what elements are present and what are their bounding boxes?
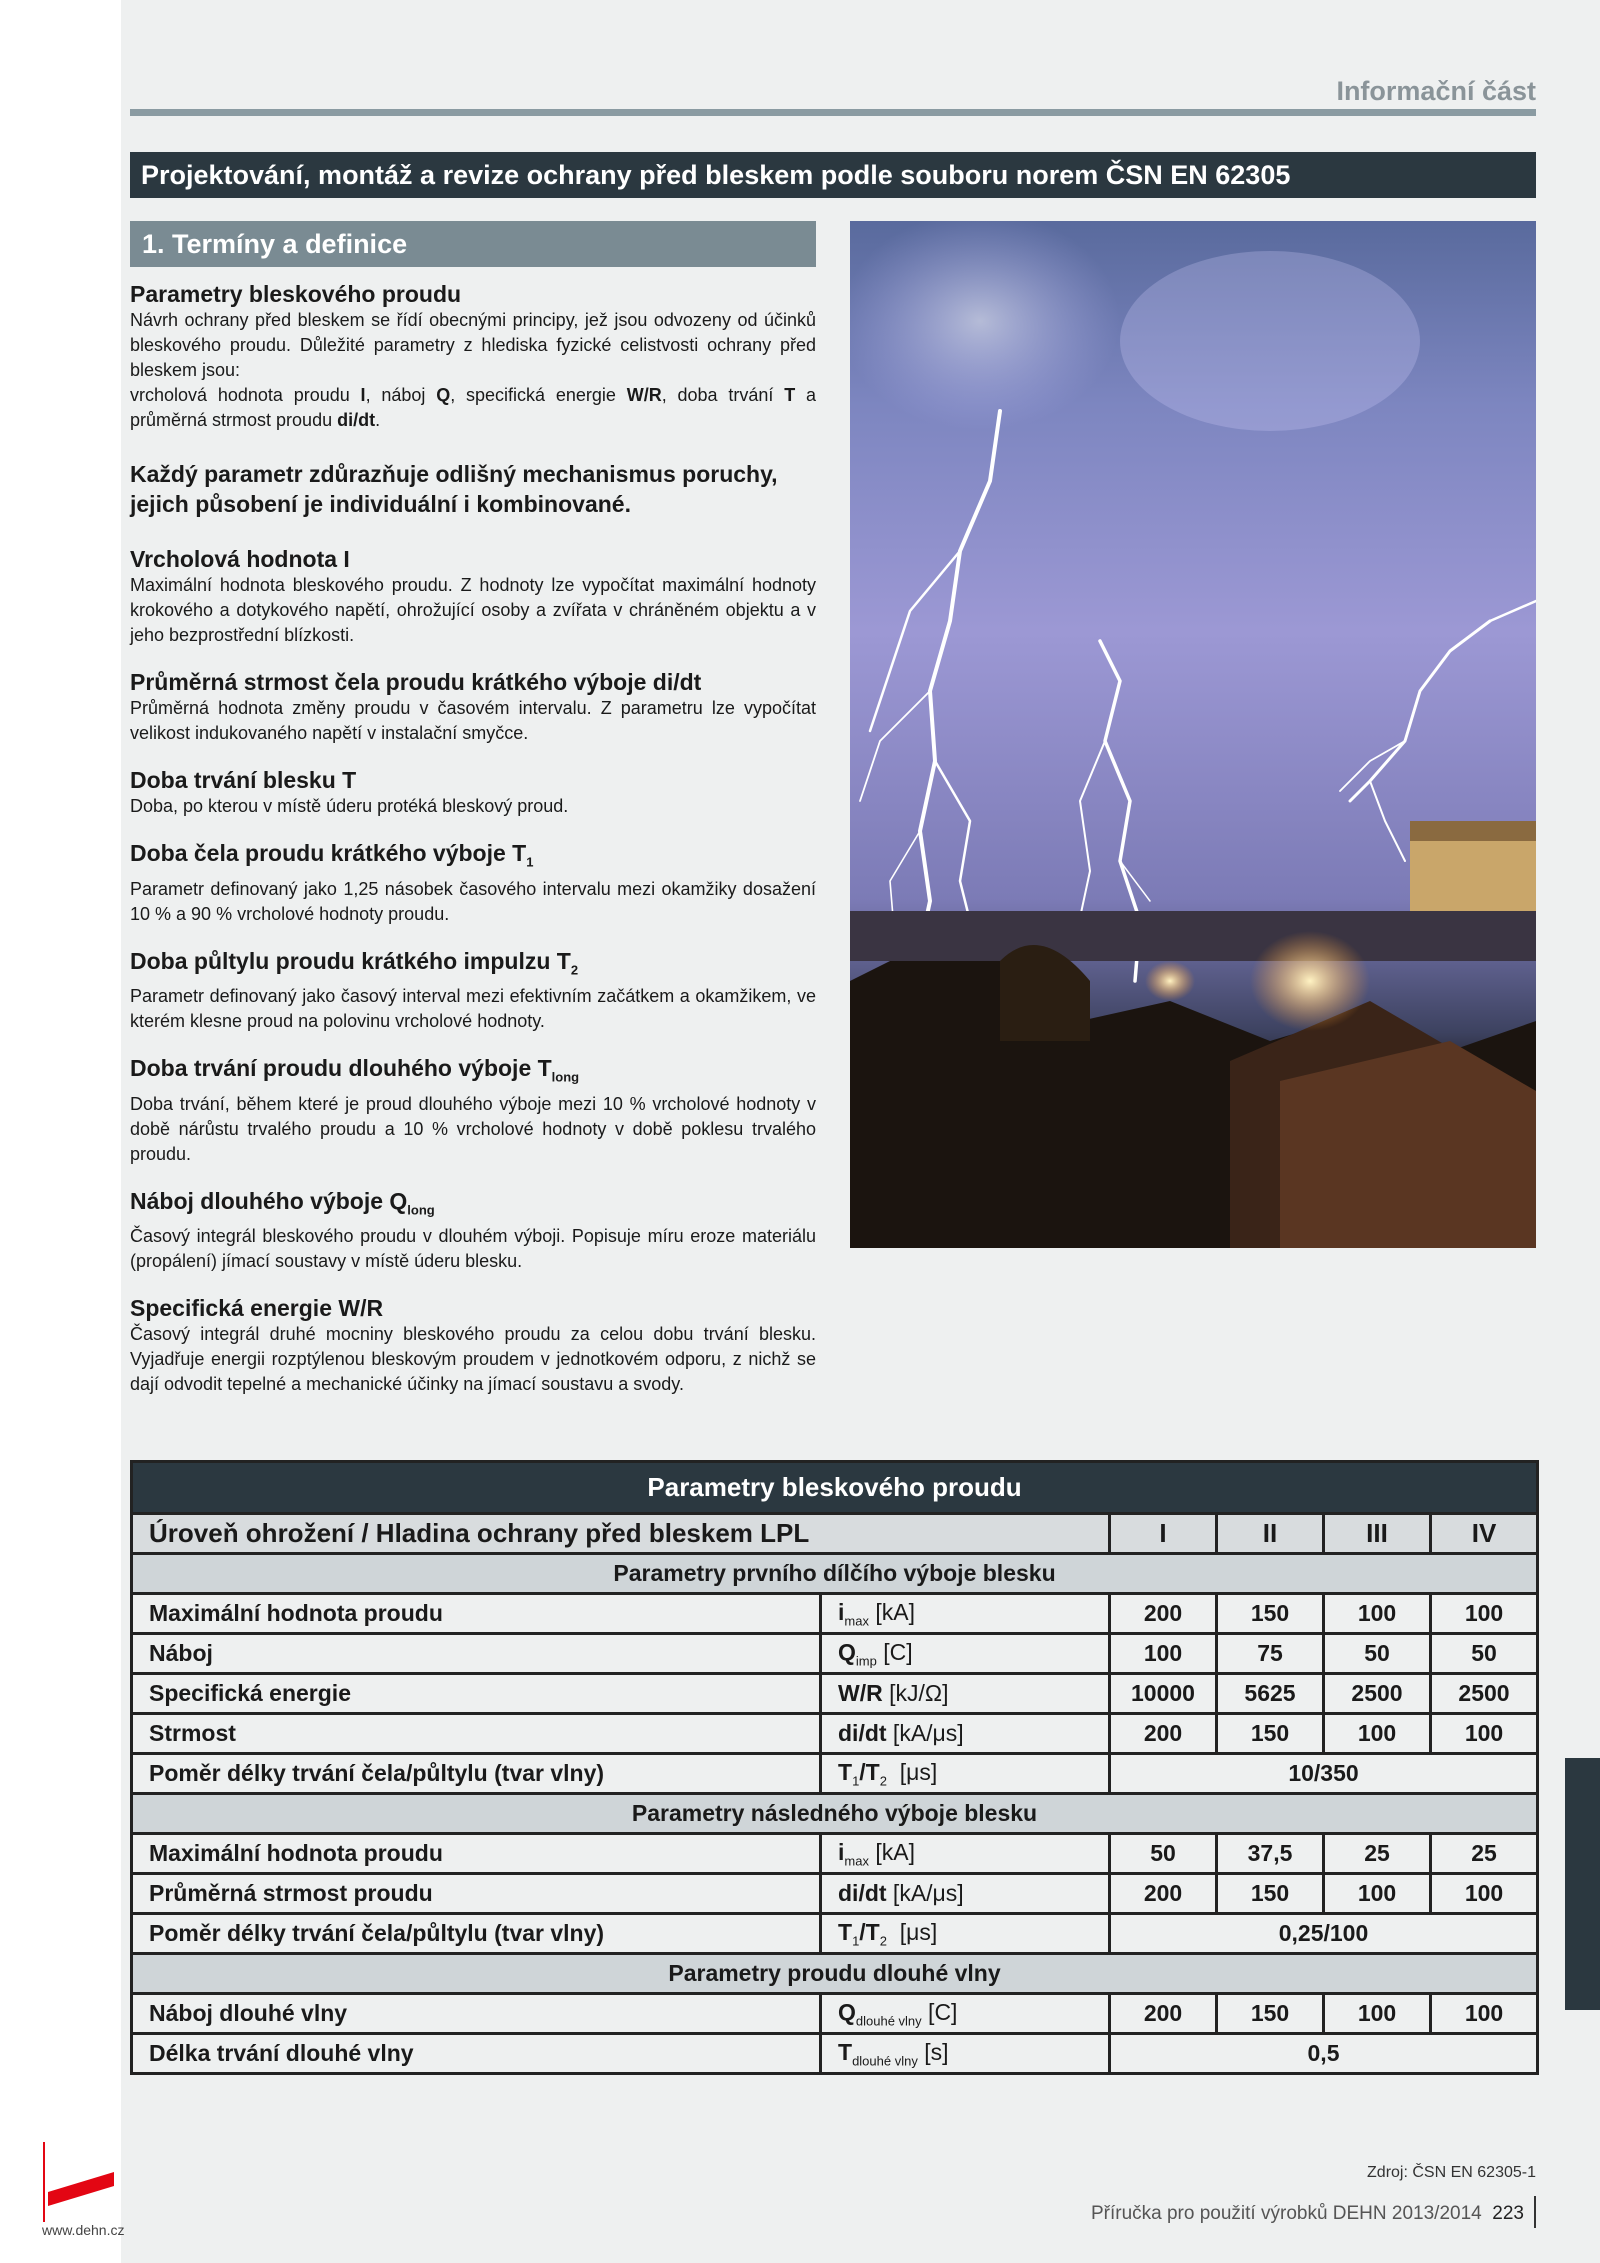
row-value: 100 <box>1431 1594 1538 1634</box>
definition-text: Doba, po kterou v místě úderu protéká bleskový proud. <box>130 796 569 816</box>
row-value: 200 <box>1110 1994 1217 2034</box>
definition-item <box>130 545 816 648</box>
lightning-illustration <box>850 221 1536 1248</box>
section-title-bar: 1. Termíny a definice <box>130 221 816 267</box>
footer-text: Příručka pro použití výrobků DEHN 2013/2014 <box>1090 2203 1482 2224</box>
row-value-span: 0,25/100 <box>1110 1914 1538 1954</box>
level-3: III <box>1324 1514 1431 1554</box>
row-value: 50 <box>1324 1634 1431 1674</box>
definition-title: Vrcholová hodnota I <box>130 546 350 572</box>
row-value: 200 <box>1110 1874 1217 1914</box>
row-unit: $T_{dlouhé vlny}$ [s] <box>821 2034 1110 2074</box>
row-unit: $T_1/T_2$ [μs] <box>821 1914 1110 1954</box>
left-margin-strip <box>0 0 121 2263</box>
row-value: 150 <box>1217 1874 1324 1914</box>
row-value: 37,5 <box>1217 1834 1324 1874</box>
row-unit: W/R [kJ/Ω] <box>821 1674 1110 1714</box>
definition-item <box>130 947 816 1035</box>
definition-item <box>130 839 816 927</box>
footer-divider <box>1534 2196 1536 2228</box>
definition-item <box>130 1187 816 1275</box>
group-heading: Parametry následného výboje blesku <box>132 1794 1538 1834</box>
definition-title: Doba čela proudu krátkého výboje $T_1$ <box>130 840 534 870</box>
row-label: Průměrná strmost proudu <box>132 1874 821 1914</box>
group-heading-row <box>132 1954 1538 1994</box>
definition-text: Časový integrál druhé mocniny bleskového proudu za celou dobu trvání blesku. Vyjadřuje energii rozptýlenou bleskovým proudem v jednotkovém odporu, z nichž se dají odvodit tepelné a mechanické účinky na jímací soustavu a svody. <box>130 1324 816 1395</box>
intro-section <box>130 280 816 433</box>
group-heading: Parametry prvního dílčího výboje blesku <box>132 1554 1538 1594</box>
row-label: Náboj <box>132 1634 821 1674</box>
table-row <box>132 1914 1538 1954</box>
definition-text: Maximální hodnota bleskového proudu. Z hodnoty lze vypočítat maximální hodnoty krokového a dotykového napětí, ohrožující osoby a zvířata v chráněném objektu a v jeho bezprostřední blízkosti. <box>130 575 816 645</box>
definition-title: Doba půltylu proudu krátkého impulzu $T_2$ <box>130 947 579 978</box>
emphasis-statement: Každý parametr zdůrazňuje odlišný mechanismus poruchy, jejich působení je individuální i kombinované. <box>130 461 778 517</box>
table-row <box>132 1994 1538 2034</box>
level-header: Úroveň ohrožení / Hladina ochrany před bleskem LPL <box>132 1514 1110 1554</box>
definition-text: Doba trvání, během které je proud dlouhého výboje mezi 10 % vrcholové hodnoty v době nárůstu trvalého proudu a 10 % vrcholové hodnoty v době poklesu trvalého proudu. <box>130 1093 816 1164</box>
row-value: 150 <box>1217 1714 1324 1754</box>
row-value: 100 <box>1431 1994 1538 2034</box>
dehn-logo <box>40 2142 118 2222</box>
group-heading-row <box>132 1554 1538 1594</box>
definition-item <box>130 1054 816 1167</box>
row-value: 2500 <box>1324 1674 1431 1714</box>
level-1: I <box>1110 1514 1217 1554</box>
row-value: 50 <box>1110 1834 1217 1874</box>
table-level-row <box>132 1514 1538 1554</box>
row-unit: $Q_{dlouhé vlny}$ [C] <box>821 1994 1110 2034</box>
definition-item <box>130 668 816 746</box>
level-2: II <box>1217 1514 1324 1554</box>
group-heading-row <box>132 1794 1538 1834</box>
row-value: 150 <box>1217 1994 1324 2034</box>
row-label: Specifická energie <box>132 1674 821 1714</box>
row-value: 150 <box>1217 1594 1324 1634</box>
row-value: 5625 <box>1217 1674 1324 1714</box>
page-footer <box>1091 2203 1524 2225</box>
row-value: 2500 <box>1431 1674 1538 1714</box>
table-source: Zdroj: ČSN EN 62305-1 <box>1367 2164 1536 2181</box>
row-unit: $i_{max}$ [kA] <box>821 1594 1110 1634</box>
row-value: 100 <box>1110 1634 1217 1674</box>
intro-paragraph: Návrh ochrany před bleskem se řídí obecnými principy, jež jsou odvozeny od účinků bleskového proudu. Důležité parametry z hlediska fyzické celistvosti ochrany před bleskem jsou: <box>130 310 816 380</box>
row-label: Maximální hodnota proudu <box>132 1594 821 1634</box>
website-url: www.dehn.cz <box>42 2222 125 2238</box>
definition-text: Průměrná hodnota změny proudu v časovém intervalu. Z parametru lze vypočítat velikost indukovaného napětí v instalační smyčce. <box>130 698 816 743</box>
row-label: Strmost <box>132 1714 821 1754</box>
definition-text: Parametr definovaný jako časový interval mezi efektivním začátkem a okamžikem, ve kterém klesne proud na polovinu vrcholové hodnoty. <box>130 986 816 1032</box>
row-value: 100 <box>1324 1994 1431 2034</box>
table-title-row <box>132 1462 1538 1514</box>
header-rule <box>130 109 1536 116</box>
row-value: 200 <box>1110 1594 1217 1634</box>
section-label: Informační část <box>1336 76 1536 106</box>
definition-title: Náboj dlouhého výboje $Q_{long}$ <box>130 1187 435 1218</box>
main-title-bar: Projektování, montáž a revize ochrany před bleskem podle souboru norem ČSN EN 62305 <box>130 152 1536 198</box>
table-row <box>132 1714 1538 1754</box>
row-label: Délka trvání dlouhé vlny <box>132 2034 821 2074</box>
row-label: Náboj dlouhé vlny <box>132 1994 821 2034</box>
page-number: 223 <box>1492 2203 1524 2224</box>
table-row <box>132 1834 1538 1874</box>
definitions-column <box>130 280 816 1417</box>
row-unit: $i_{max}$ [kA] <box>821 1834 1110 1874</box>
definition-title: Doba trvání proudu dlouhého výboje $T_{long}$ <box>130 1055 580 1085</box>
table-row <box>132 1874 1538 1914</box>
table-row <box>132 1754 1538 1794</box>
row-value: 50 <box>1431 1634 1538 1674</box>
row-value: 10000 <box>1110 1674 1217 1714</box>
lightning-parameters-table <box>130 1460 1539 2075</box>
intro-heading: Parametry bleskového proudu <box>130 281 462 307</box>
table-row <box>132 1674 1538 1714</box>
table-row <box>132 2034 1538 2074</box>
table-row <box>132 1634 1538 1674</box>
row-unit: di/dt [kA/μs] <box>821 1714 1110 1754</box>
row-unit: $T_1/T_2$ [μs] <box>821 1754 1110 1794</box>
row-value: 100 <box>1431 1714 1538 1754</box>
row-unit: di/dt [kA/μs] <box>821 1874 1110 1914</box>
row-value: 200 <box>1110 1714 1217 1754</box>
definition-item <box>130 766 816 819</box>
intro-parameters: vrcholová hodnota proudu I, náboj Q, specifická energie W/R, doba trvání T a průměrná strmost proudu di/dt. <box>130 385 816 430</box>
definition-title: Průměrná strmost čela proudu krátkého výboje di/dt <box>130 669 702 695</box>
row-value: 25 <box>1431 1834 1538 1874</box>
definition-list <box>130 545 816 1397</box>
lightning-photo <box>850 221 1536 1248</box>
table-row <box>132 1594 1538 1634</box>
row-value-span: 0,5 <box>1110 2034 1538 2074</box>
definition-text: Časový integrál bleskového proudu v dlouhém výboji. Popisuje míru eroze materiálu (propálení) jímací soustavy v místě úderu blesku. <box>130 1226 816 1272</box>
row-unit: $Q_{imp}$ [C] <box>821 1634 1110 1674</box>
row-label: Poměr délky trvání čela/půltylu (tvar vlny) <box>132 1914 821 1954</box>
row-value-span: 10/350 <box>1110 1754 1538 1794</box>
definition-title: Doba trvání blesku T <box>130 767 357 793</box>
row-value: 75 <box>1217 1634 1324 1674</box>
row-value: 100 <box>1431 1874 1538 1914</box>
row-label: Poměr délky trvání čela/půltylu (tvar vlny) <box>132 1754 821 1794</box>
row-label: Maximální hodnota proudu <box>132 1834 821 1874</box>
group-heading: Parametry proudu dlouhé vlny <box>132 1954 1538 1994</box>
row-value: 100 <box>1324 1714 1431 1754</box>
row-value: 100 <box>1324 1874 1431 1914</box>
level-4: IV <box>1431 1514 1538 1554</box>
definition-text: Parametr definovaný jako 1,25 násobek časového intervalu mezi okamžiky dosažení 10 % a 90 % vrcholové hodnoty proudu. <box>130 878 816 924</box>
row-value: 100 <box>1324 1594 1431 1634</box>
row-value: 25 <box>1324 1834 1431 1874</box>
definition-item <box>130 1294 816 1397</box>
definition-title: Specifická energie W/R <box>130 1295 384 1322</box>
side-tab-marker <box>1565 1758 1600 2010</box>
table-title: Parametry bleskového proudu <box>132 1462 1538 1514</box>
